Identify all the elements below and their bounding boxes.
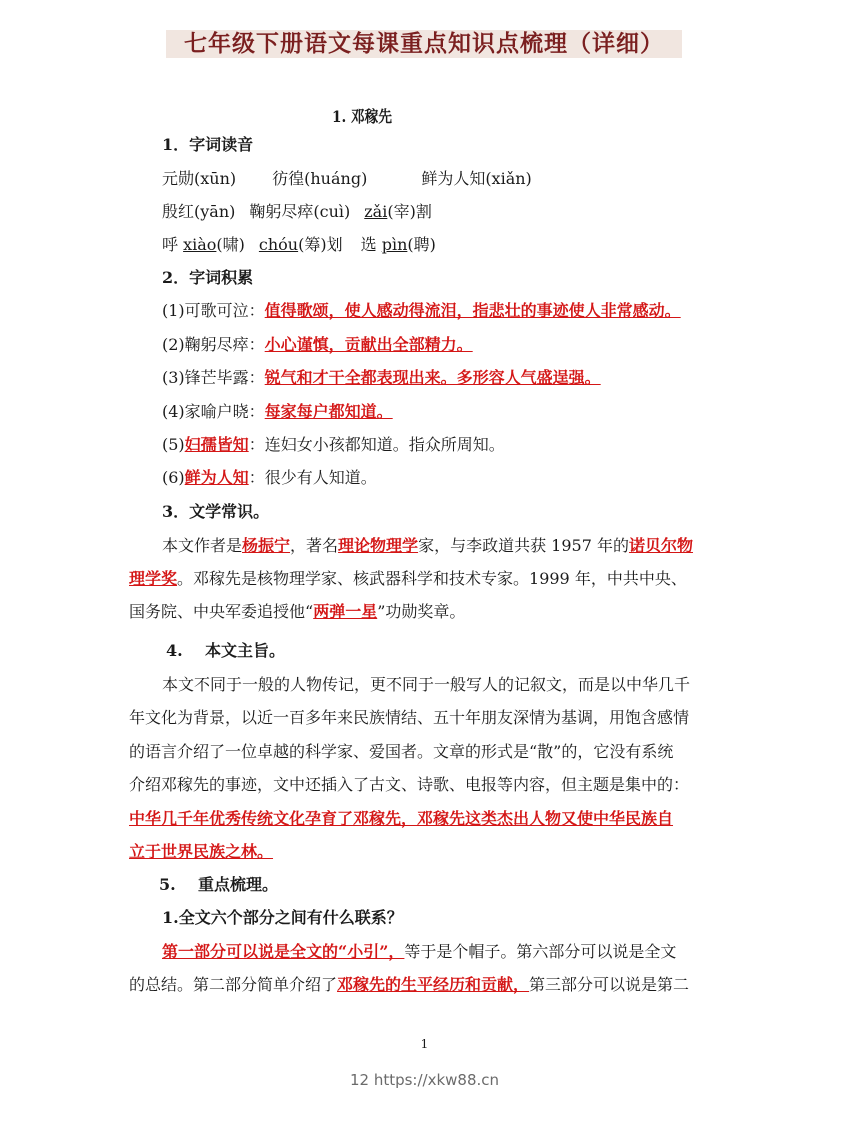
key-term: 第一部分可以说是全文的“小引”， xyxy=(162,942,405,961)
vocab-item xyxy=(162,367,601,389)
pronunciation-item: (筹)划 xyxy=(298,235,343,254)
vocab-definition: ：很少有人知道。 xyxy=(248,468,377,487)
vocab-term: (3)锋芒毕露： xyxy=(162,368,265,387)
vocab-number: (6) xyxy=(162,468,185,487)
text: ”功勋奖章。 xyxy=(377,602,466,621)
page-number: 1 xyxy=(420,1037,429,1051)
pronunciation-item: 鲜为人知(xiǎn) xyxy=(421,169,532,188)
vocab-term-highlighted: 妇孺皆知 xyxy=(184,435,249,454)
text: 家，与李政道共获 1957 年的 xyxy=(418,536,629,555)
paragraph-line: 的语言介绍了一位卓越的科学家、爱国者。文章的形式是“散”的，它没有系统 xyxy=(129,742,674,761)
key-term: 理学奖 xyxy=(129,569,178,588)
pronunciation-row xyxy=(162,201,432,223)
text: 第三部分可以说是第二 xyxy=(529,975,690,994)
vocab-term-highlighted: 鲜为人知 xyxy=(184,468,249,487)
paragraph-line: 介绍邓稼先的事迹，文中还插入了古文、诗歌、电报等内容，但主题是集中的： xyxy=(129,775,690,794)
vocab-term: (4)家喻户晓： xyxy=(162,402,265,421)
paragraph-line: 本文不同于一般的人物传记，更不同于一般写人的记叙文，而是以中华几千 xyxy=(162,675,691,694)
text: 国务院、中央军委追授他“ xyxy=(129,602,314,621)
text: 的总结。第二部分简单介绍了 xyxy=(129,975,338,994)
vocab-term: (2)鞠躬尽瘁： xyxy=(162,335,265,354)
vocab-definition: 值得歌颂，使人感动得流泪，指悲壮的事迹使人非常感动。 xyxy=(264,301,681,320)
section-heading-key-points: 5. 重点梳理。 xyxy=(159,875,278,894)
text: 。邓稼先是核物理学家、核武器科学和技术专家。1999 年，中共中央、 xyxy=(177,569,687,588)
pronunciation-item: 殷红(yān) xyxy=(162,202,236,221)
paragraph-line xyxy=(129,841,273,863)
theme-highlight: 中华几千年优秀传统文化孕育了邓稼先，邓稼先这类杰出人物又使中华民族自 xyxy=(129,809,674,828)
vocab-definition: 每家每户都知道。 xyxy=(264,402,393,421)
pronunciation-item: (啸) xyxy=(216,235,245,254)
vocab-item xyxy=(162,300,681,322)
key-term: 理论物理学 xyxy=(338,536,419,555)
vocab-item xyxy=(162,467,377,489)
paragraph-line xyxy=(129,601,465,623)
vocab-number: (5) xyxy=(162,435,185,454)
text: ，著名 xyxy=(290,536,339,555)
vocab-definition: ：连妇女小孩都知道。指众所周知。 xyxy=(248,435,505,454)
vocab-item xyxy=(162,334,473,356)
paragraph-line: 年文化为背景，以近一百多年来民族情结、五十年朋友深情为基调，用饱含感情 xyxy=(129,708,690,727)
pinyin-underlined: chóu xyxy=(258,235,299,254)
watermark-url: 12 https://xkw88.cn xyxy=(349,1071,500,1089)
vocab-item xyxy=(162,401,393,423)
paragraph-line xyxy=(162,941,676,963)
key-term: 两弹一星 xyxy=(313,602,378,621)
document-title: 七年级下册语文每课重点知识点梳理（详细） xyxy=(166,30,682,58)
pronunciation-item: 元勋(xūn) xyxy=(162,169,237,188)
section-heading-theme: 4. 本文主旨。 xyxy=(166,641,285,660)
vocab-term: (1)可歌可泣： xyxy=(162,301,265,320)
question-heading: 1.全文六个部分之间有什么联系？ xyxy=(162,908,403,927)
pronunciation-prefix: 呼 xyxy=(162,235,184,254)
paragraph-line xyxy=(129,974,689,996)
vocab-definition: 锐气和才干全都表现出来。多形容人气盛逞强。 xyxy=(264,368,601,387)
pronunciation-item: (宰)割 xyxy=(387,202,432,221)
paragraph-line xyxy=(129,808,673,830)
pronunciation-item: 鞠躬尽瘁(cuì) xyxy=(249,202,351,221)
pronunciation-item: 彷徨(huáng) xyxy=(272,169,368,188)
paragraph-line xyxy=(129,568,687,590)
section-heading-pronunciation: 1．字词读音 xyxy=(162,135,254,154)
theme-highlight: 立于世界民族之林。 xyxy=(129,842,274,861)
text: 等于是个帽子。第六部分可以说是全文 xyxy=(404,942,677,961)
key-term: 邓稼先的生平经历和贡献， xyxy=(337,975,530,994)
paragraph-line xyxy=(162,535,693,557)
pronunciation-item: (聘) xyxy=(407,235,436,254)
key-term: 杨振宁 xyxy=(242,536,291,555)
section-heading-literature: 3．文学常识。 xyxy=(162,502,270,521)
text: 本文作者是 xyxy=(162,536,243,555)
lesson-title: 1. 邓稼先 xyxy=(332,107,392,126)
pronunciation-row xyxy=(162,168,532,190)
section-heading-vocabulary: 2．字词积累 xyxy=(162,268,254,287)
pronunciation-prefix: 选 xyxy=(360,235,382,254)
vocab-definition: 小心谨慎，贡献出全部精力。 xyxy=(264,335,473,354)
pinyin-underlined: xiào xyxy=(183,235,217,254)
pronunciation-row xyxy=(162,234,436,256)
pinyin-underlined: pìn xyxy=(381,235,408,254)
vocab-item xyxy=(162,434,505,456)
key-term: 诺贝尔物 xyxy=(628,536,693,555)
pinyin-underlined: zǎi xyxy=(364,202,388,221)
